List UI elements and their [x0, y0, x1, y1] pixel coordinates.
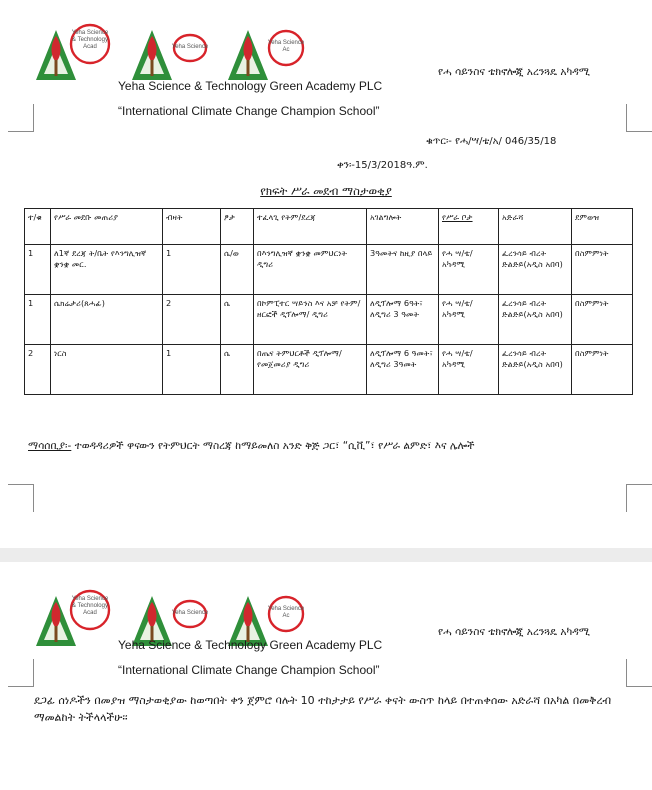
cell-salary: በስምምነት: [572, 295, 633, 345]
school-logo: [130, 22, 222, 82]
cell-qualification: በኮምፒተር ሣይንስ እና አቻ የትም/ ዘርፎች ዲፕሎማ/ ዲግሪ: [254, 295, 367, 345]
cell-position: ሴክሬታሪ(ጸሓፊ): [51, 295, 163, 345]
school-logo: [34, 588, 126, 648]
header-no: ተ/ቁ: [25, 209, 51, 245]
vacancy-table: [24, 208, 633, 395]
announcement-title: [0, 184, 652, 199]
school-name: Yeha Science & Technology Green Academy PLC: [118, 638, 383, 652]
table-row: [25, 295, 633, 345]
cell-salary: በስምምነት: [572, 345, 633, 395]
cell-workplace: የሓ ሣ/ቴ/ አካዳሚ: [439, 245, 499, 295]
cell-experience: ለዲፕሎማ 6ዓት፣ ለዲግሪ 3 ዓመት: [367, 295, 439, 345]
header-address: አድራሻ: [499, 209, 572, 245]
header-sex: ፆታ: [221, 209, 254, 245]
header-workplace-text: የሥራ ቦታ: [442, 212, 473, 222]
page-corner-mark: [626, 659, 652, 687]
notice-note: [28, 440, 628, 453]
cell-experience: ለዲፕሎማ 6 ዓመት፣ ለዲግሪ 3ዓመት: [367, 345, 439, 395]
cell-workplace: የሓ ሣ/ቴ/ አካዳሚ: [439, 295, 499, 345]
amharic-school-name: የሓ ሳይንስና ቴክኖሎጂ አረንጓዴ አካዳሚ: [438, 626, 590, 638]
page-corner-mark: [626, 484, 652, 512]
cell-quantity: 2: [163, 295, 221, 345]
reference-date: ቀን፡-15/3/2018ዓ.ም.: [337, 160, 428, 171]
cell-no: 2: [25, 345, 51, 395]
school-logos: [34, 22, 314, 82]
page-separator: [0, 548, 652, 562]
school-logo: [34, 22, 126, 82]
school-motto: “International Climate Change Champion School”: [118, 663, 380, 677]
announcement-title-text: የክፍት ሥራ መደብ ማስታወቂያ: [260, 184, 392, 198]
header-workplace: [439, 209, 499, 245]
school-name: Yeha Science & Technology Green Academy PLC: [118, 79, 383, 93]
cell-address: ፈረንሳይ ብረት ድልድይ(አዲስ አበባ): [499, 295, 572, 345]
notice-label: ማሳሰቢያ፡-: [28, 440, 72, 452]
tree-emblem-icon: [130, 22, 222, 82]
cell-experience: 3ዓመትና ከዚያ በላይ: [367, 245, 439, 295]
stamp-text: Yeha Science & Technology Acad: [71, 596, 109, 616]
cell-no: 1: [25, 295, 51, 345]
header-quantity: ብዛት: [163, 209, 221, 245]
cell-quantity: 1: [163, 345, 221, 395]
school-logo: [226, 22, 318, 82]
page-corner-mark: [8, 484, 34, 512]
header-position: የሥራ መደቡ መጠሪያ: [51, 209, 163, 245]
cell-position: ለ1ኛ ደረጃ ት/ቤት የእንግሊዝኛ ቋንቋ መር.: [51, 245, 163, 295]
page-corner-mark: [8, 659, 34, 687]
cell-no: 1: [25, 245, 51, 295]
cell-qualification: በእንግሊዝኛ ቋንቋ መምህርነት ዲግሪ: [254, 245, 367, 295]
cell-sex: ሴ: [221, 345, 254, 395]
stamp-text: Yeha Science Ac: [267, 40, 305, 53]
cell-position: ነርስ: [51, 345, 163, 395]
page-corner-mark: [626, 104, 652, 132]
cell-qualification: በጤና ትምህርቶች ዲፕሎማ/የመጀመሪያ ዲግሪ: [254, 345, 367, 395]
cell-salary: በስምምነት: [572, 245, 633, 295]
header-salary: ደምወዝ: [572, 209, 633, 245]
page-corner-mark: [8, 104, 34, 132]
cell-address: ፈረንሳይ ብረት ድልድይ(አዲስ አበባ): [499, 345, 572, 395]
cell-sex: ሴ/ወ: [221, 245, 254, 295]
header-qualification: ተፈላጊ የትም/ደረጃ: [254, 209, 367, 245]
table-row: [25, 345, 633, 395]
document-page-2: [0, 562, 652, 790]
stamp-text: Yeha Science: [171, 44, 209, 50]
notice-text: ተወዳዳሪዎች ዋናውን የትምህርት ማስረጃ ከማይመለስ አንድ ቅጅ ጋር፣ “ሲቪ”፣ የሥራ ልምድ፣ እና ሌሎች: [71, 440, 475, 452]
school-motto: “International Climate Change Champion School”: [118, 104, 380, 118]
cell-address: ፈረንሳይ ብረት ድልድይ(አዲስ አበባ): [499, 245, 572, 295]
stamp-text: Yeha Science: [171, 610, 209, 616]
amharic-school-name: የሓ ሳይንስና ቴክኖሎጂ አረንጓዴ አካዳሚ: [438, 66, 590, 78]
cell-sex: ሴ: [221, 295, 254, 345]
cell-workplace: የሓ ሣ/ቴ/ አካዳሚ: [439, 345, 499, 395]
table-header-row: [25, 209, 633, 245]
header-experience: አገልግሎት: [367, 209, 439, 245]
table-row: [25, 245, 633, 295]
stamp-text: Yeha Science Ac: [267, 606, 305, 619]
reference-number: ቁጥር፡- የሓ/ሣ/ቴ/አ/ 046/35/18: [426, 136, 557, 147]
closing-paragraph: ደጋፊ ሰነዶችን በመያዝ ማስታወቂያው ከወጣበት ቀን ጀምሮ ባሉት 10 ተከታታይ የሥራ ቀናት ውስጥ ከላይ በተጠቀሰው አድራሻ በአካል በመቅረብ ማመልከት ትችላላችሁ፡፡: [34, 694, 612, 724]
cell-quantity: 1: [163, 245, 221, 295]
stamp-text: Yeha Science & Technology Acad: [71, 30, 109, 50]
